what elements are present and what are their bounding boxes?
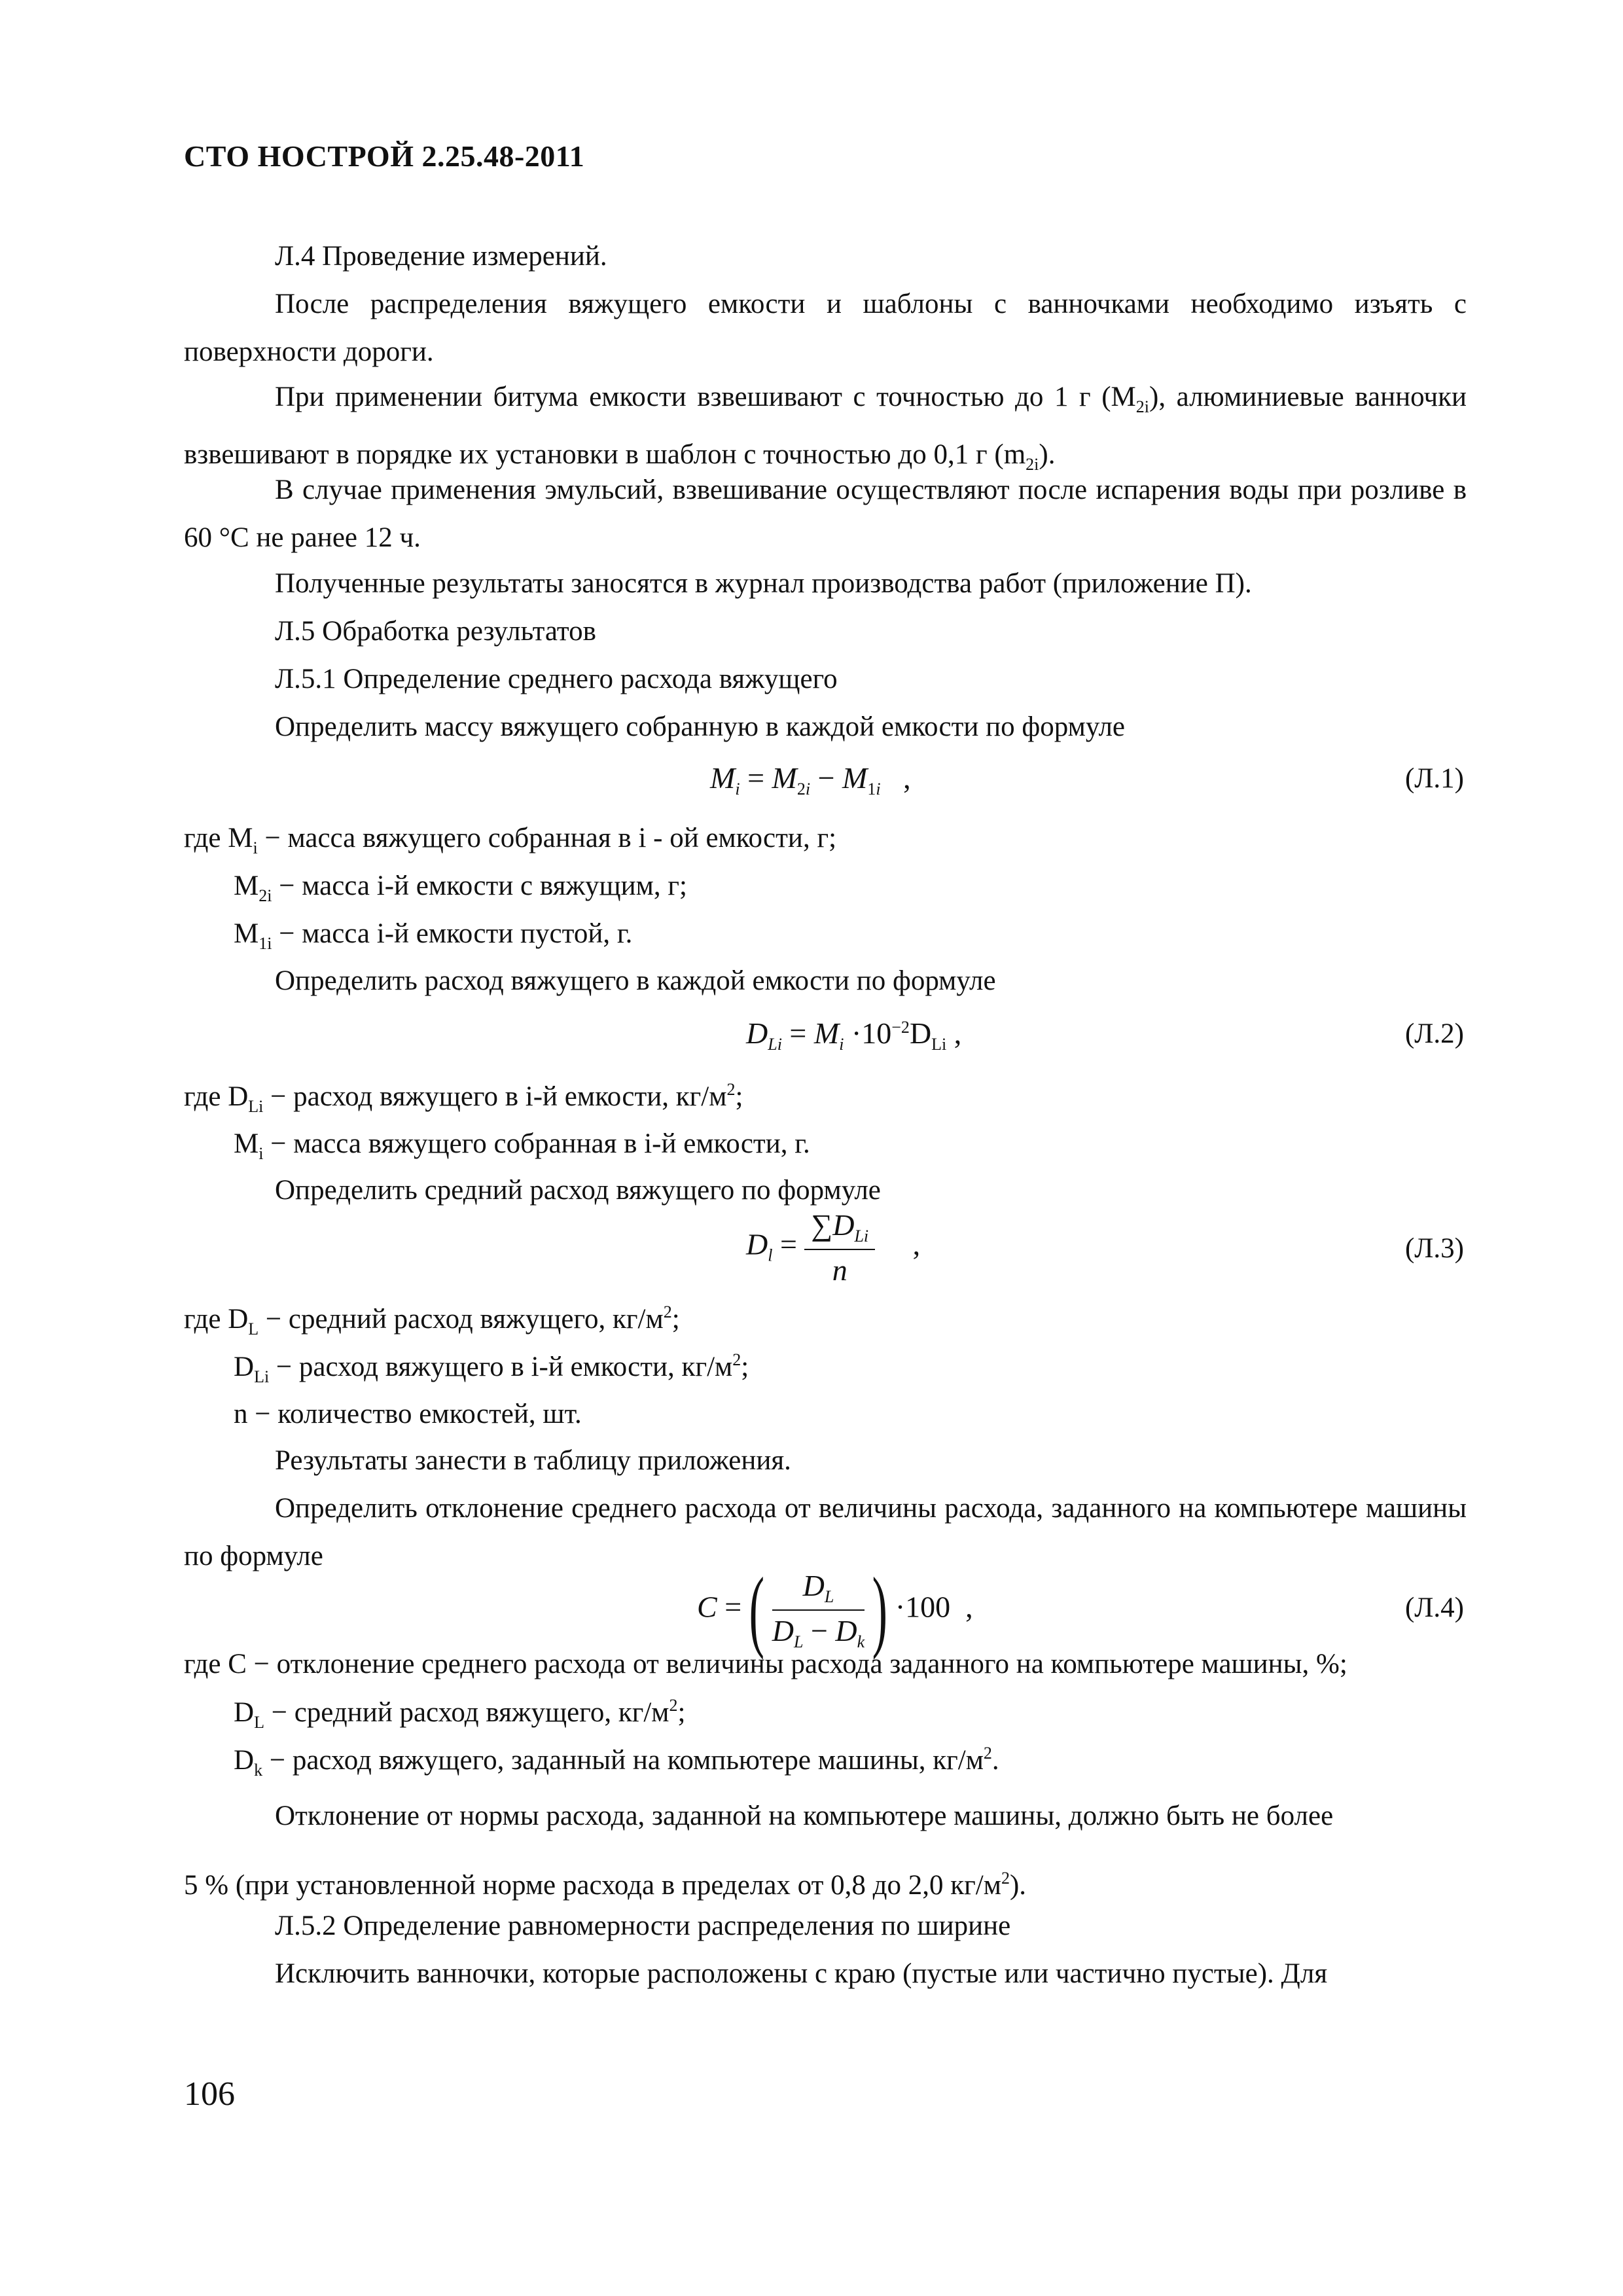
equation-number-l1: (Л.1): [1404, 763, 1464, 794]
paragraph-l5-title: Л.5 Обработка результатов: [275, 616, 596, 647]
paragraph-l51-title: Л.5.1 Определение среднего расхода вяжущего: [275, 664, 838, 694]
formula-l2: $D_{Li} = M_i \cdot 10^{-2}D_{Li}$ ,: [746, 1016, 962, 1054]
legend-dl: где $D_L$ − средний расход вяжущего, $кг/м^2$;: [184, 1302, 680, 1338]
formula-l4: C =( $\frac{D_L}{D_L - D_k}$ ) ·100 ,: [697, 1559, 973, 1660]
paragraph-norm-range: 5 % (при установленной норме расхода в пределах от 0,8 до 2,0 $кг/м^2$).: [184, 1869, 1027, 1901]
paragraph-emulsion: В случае применения эмульсий, взвешивание осуществляют после испарения воды при розливе в 60 °С не ранее 12 ч.: [184, 475, 1467, 553]
paragraph-l4-title: Л.4 Проведение измерений.: [275, 241, 607, 272]
paragraph-rate-formula-intro: Определить расход вяжущего в каждой емкости по формуле: [275, 965, 996, 996]
legend-dli-2: $D_{Li}$ − расход вяжущего в i-й емкости, $кг/м^2$;: [234, 1350, 749, 1386]
legend-m2i: $М_{2i}$ − масса i-й емкости с вяжущим, г;: [234, 870, 687, 905]
legend-dk: $D_k$ − расход вяжущего, заданный на компьютере машины, $кг/м^2$.: [234, 1744, 999, 1780]
paragraph-norm-deviation: Отклонение от нормы расхода, заданной на компьютере машины, должно быть не более: [275, 1801, 1334, 1831]
document-header: СТО НОСТРОЙ 2.25.48-2011: [184, 139, 585, 173]
legend-c: где С − отклонение среднего расхода от величины расхода заданного на компьютере машины, %;: [184, 1649, 1347, 1679]
paragraph-remove-containers: После распределения вяжущего емкости и шаблоны с ванночками необходимо изъять с поверхности дороги.: [184, 289, 1467, 367]
paragraph-deviation-intro: Определить отклонение среднего расхода от величины расхода, заданного на компьютере машины по формуле: [184, 1493, 1467, 1571]
paragraph-mass-formula-intro: Определить массу вяжущего собранную в каждой емкости по формуле: [275, 711, 1125, 742]
legend-m1i: $М_{1i}$ − масса i-й емкости пустой, г.: [234, 918, 633, 953]
formula-l1: $M_i = M_{2i} - M_{1i}$ ,: [710, 761, 911, 798]
paragraph-bitumen-weighing: При применении битума емкости взвешивают с точностью до 1 г $(М_{2i})$, алюминиевые ванночки взвешивают в порядке их установки в шаблон с точностью до 0,1 г $(m_{2i})$.: [184, 382, 1467, 474]
paragraph-avg-formula-intro: Определить средний расход вяжущего по формуле: [275, 1175, 881, 1206]
paragraph-exclude-trays: Исключить ванночки, которые расположены с краю (пустые или частично пустые). Для: [275, 1958, 1328, 1989]
equation-number-l3: (Л.3): [1404, 1233, 1464, 1264]
paragraph-journal: Полученные результаты заносятся в журнал производства работ (приложение П).: [275, 568, 1252, 599]
legend-mi: где $М_i$ − масса вяжущего собранная в i - ой емкости, г;: [184, 823, 837, 857]
equation-number-l2: (Л.2): [1404, 1018, 1464, 1049]
legend-dl-2: $D_L$ − средний расход вяжущего, $кг/м^2$;: [234, 1696, 686, 1732]
legend-mi-2: $M_i$ − масса вяжущего собранная в i-й емкости, г.: [234, 1128, 810, 1163]
formula-l3: $D_l$ = $\frac{\sum D_{Li}}{n}$ ,: [746, 1208, 921, 1287]
paragraph-l52-title: Л.5.2 Определение равномерности распределения по ширине: [275, 1910, 1011, 1941]
legend-n: n − количество емкостей, шт.: [234, 1399, 582, 1429]
paragraph-results-table: Результаты занести в таблицу приложения.: [275, 1445, 791, 1476]
equation-number-l4: (Л.4): [1404, 1592, 1464, 1623]
page-number: 106: [184, 2075, 235, 2113]
legend-dli: где $D_{Li}$ − расход вяжущего в i-й емкости, $кг/м^2$;: [184, 1080, 743, 1116]
